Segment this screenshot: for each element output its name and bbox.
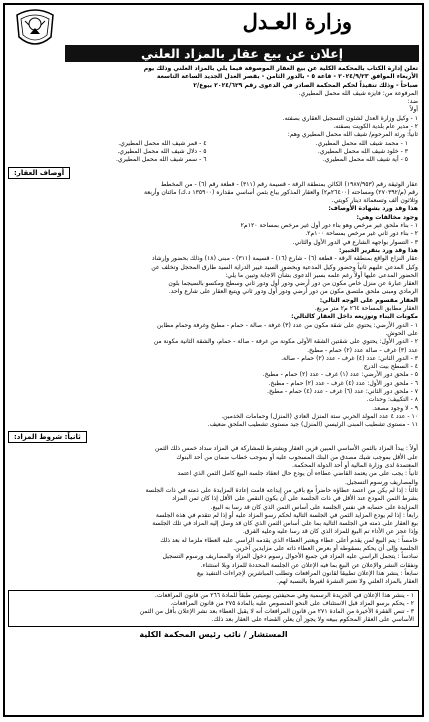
announcement-banner: إعلان عن بيع عقار بالمزاد العلني xyxy=(65,45,419,62)
description-line: رقم (م/٢٧٠٣٩٢) ومساحته (٢٦٤٠٠م٢) والعقار المذكور يباع بثمن أساسي مقداره (١٣٥٩٠٠ د.ك) مائتان وأربعة xyxy=(144,188,418,196)
defendant-line: ٢ - مدير عام بلدية الكويت بصفته. xyxy=(333,123,418,131)
description-line: ١ - بناء ملحق غير مرخص وهو بناء دور أول غير مرخص بمساحة ١٢٠م٢ xyxy=(240,222,418,230)
heir-item: ٦ - سمر شيف الله محمل المطيري. xyxy=(116,156,207,164)
intro-block xyxy=(5,62,422,90)
description-line: عقار النزاع الواقع بمنطقة الرقة - قطعة (٦) - شارع (١٦) - قسيمة (٣١١) - مبنى (١٨) وذلك بحضور وإرشاد xyxy=(151,255,418,263)
first-label: أولاً xyxy=(409,106,418,114)
heir-item: ٥ - دلال شيف الله محمل المطيري. xyxy=(117,147,207,155)
page-header xyxy=(5,5,422,45)
condition-line: ونفقات النشر والإعلان عن البيع بما فيه الإعلان عن الجلسة المحددة للمزاد وبلا استثناء. xyxy=(200,561,418,569)
heirs-column-left xyxy=(9,140,211,165)
description-line: هذا وقد ورد بتقرير الخبير: xyxy=(338,246,418,254)
condition-line: أولاً : يبدأ المزاد بالثمن الأساسي المبين قرين العقار ويشترط للمشاركة في المزاد سداد خمس ذلك الثمن xyxy=(154,445,418,453)
parties-block xyxy=(5,90,422,165)
kuwait-emblem-icon xyxy=(11,7,59,51)
note-line: الأساسي على العقار المحكوم ببيعه ولا يجوز أن يعلن القضاء على العقار بعد ذلك. xyxy=(211,616,414,624)
heirs-column-right xyxy=(211,140,413,165)
description-line: عقار الوثيقة رقم (١٩٨٧/٩٥٣) الكائن بمنطقة الرقة - قسيمة رقم (٣١١) - قطعة رقم (٦) - من المخطط xyxy=(160,180,418,188)
condition-line: بيع العقار على ذمته في الجلسة التالية بما على أساس الثمن الذي كان قد وصل إليه المزاد في تلك الجلسة xyxy=(152,520,418,528)
description-line: العقار مقسوم على الوجه التالي: xyxy=(319,296,418,304)
condition-line: سابعاً : ينشر هذا الإعلان تطبيقاً لقانون المرافعات وتطلب المباشرين لإجراءات التنفيذ بيع xyxy=(196,569,418,577)
intro-line: الأربعاء الموافق ٢٠٢٤/٩/٢٣ - قاعة ٥ - بالدور الثامن - بقصر العدل الجديد الساعة التاسعة xyxy=(156,73,418,81)
notes-box xyxy=(8,590,419,627)
description-line: وثلاثون ألف وتسعمائة دينار كويتي. xyxy=(331,197,418,205)
condition-line: بشرط الثمن المودع عند الأقل في ذات الجلسة على أن يكون النقص على الأقل إذا كان ثمن المزاد xyxy=(172,495,418,503)
announcement-page xyxy=(3,3,424,717)
description-line: هذا وقد ورد بشهادة الأوصاف: xyxy=(328,205,418,213)
description-heading: أوصاف العقار: xyxy=(8,167,70,179)
description-line: العقار مطابق المساحة ٢٦٤ م٢ متر مربع. xyxy=(314,305,418,313)
condition-line: رابعاً : إذا لم يودع المزايد الثمن في الجلسة التالية لحكم رسو المزاد عليه أو إذا لم تتقدم في هذه الجلسة xyxy=(155,511,418,519)
condition-line: خامساً : يتم البيع لمن يقدم أعلى عطاء ويعتبر العطاء الذي يقدمه الراسي عليه العطاء ملزما له بعد ذلك xyxy=(160,536,418,544)
conditions-heading-box xyxy=(8,431,419,443)
description-line: وكيل المدعي عليهم ثانياً وحضور وكيل المدعية وبحضور السيد غيير الدراية السيد طارق المحجل وتخلف عن xyxy=(151,263,418,271)
condition-line: المعتمدة لدى وزارة المالية أو أحد الدولة المحكمة. xyxy=(292,462,418,470)
condition-line: ثالثاً : إذا لم يكن من اعتمد عطاؤه حاضراً مع باقي من إيداعه قامت إعادة المزايدة على ذمته في ذات الجلسة xyxy=(145,486,418,494)
condition-line: الجلسة وإلى أن يحكم بسقوطه أو بعرض العطاء ذاته على مزايدين آخرين. xyxy=(233,545,418,553)
heirs-grid xyxy=(5,140,422,165)
heir-item: ٣ - خلود شيف الله محمل المطيري. xyxy=(317,147,408,155)
heir-item: ٤ - قمر شيف الله محمل المطيري. xyxy=(118,139,207,147)
description-line: عدد (٣) غرف - صالة عدد (٢) حمام - مطبخ. xyxy=(307,346,418,354)
ministry-title: وزارة العـدل xyxy=(242,9,352,34)
property-description xyxy=(5,181,422,430)
description-line: الرمادي ومبنى ملحق ملتصق مكون من دور أرضي ودور أول ودور ثاني ويتبع العقار على شارع واحد. xyxy=(168,288,418,296)
defendant-line: ١ - وكيل وزارة العدل لشئون التسجيل العقاري بصفته. xyxy=(282,114,418,122)
conditions-heading: ثانياً: شروط المزاد: xyxy=(8,431,87,443)
note-line: ٣ - تنص الفقرة الأخيرة من المادة ٢٧١ من قانون المرافعات أنه لا يقبل العطاء بعد نشر الإعلان بأقل من الثمن xyxy=(139,608,414,616)
description-line: ٢ - بناء دور ثاني غير مرخص بمساحة ١٠٠م٢. xyxy=(305,230,418,238)
auction-conditions xyxy=(5,445,422,586)
condition-line: والمصاريف ورسوم التسجيل. xyxy=(344,478,418,486)
description-line: ١ - الدور الأرضي: يحتوي على شقة مكون من عدد (٣) غرفة - صالة - حمام - مطبخ وغرفة وحمام مطابن xyxy=(156,321,418,329)
condition-line: سادساً : يتحمل الراسي عليه المزاد في جميع الأحوال رسوم دخول المزاد والمصاريف ورسوم التسجيل xyxy=(162,553,418,561)
description-line: ٢ - الدور الأول: يحتوي على شقتين الشقة الأولى مكونة من غرفة - صالة - حمام، والشقة الثانية مكونة من xyxy=(153,338,418,346)
plaintiff-line: المرفوعة من: فايزه شيف الله محمل المطيري. xyxy=(298,89,418,97)
note-line: ٢ - يحكم برسو المزاد قبل الاستئناف على النحو المنصوص عليه بالمادة ٢٧٥ من قانون المرافعات. xyxy=(170,599,414,607)
description-line: العقار عبارة عن منزل خاص مكون من دور أرضي ودور أول ودور ثاني وسطح ومكسو بالسيجما بلون xyxy=(168,280,418,288)
description-line: ٤ - السطح بيت الدرج xyxy=(363,363,418,371)
intro-line: صباحاً - وذلك تنفيذاً لحكم المحكمة الصادر في الدعوى رقم ٢٠٢٤/٦٢٩ بيوع/٢ xyxy=(193,81,418,89)
description-line: ٨ - التكييف: وحدات. xyxy=(366,396,418,404)
note-line: ١ - ينشر هذا الإعلان في الجريدة الرسمية وفي صحيفتين يوميتين طبقاً للمادة ٢٦٦ من قانون المرافعات. xyxy=(154,591,414,599)
heir-item: ١ - محمد شيف الله محمل المطيري. xyxy=(315,139,408,147)
condition-line: على الأقل بموجب شيك مصدق من البنك المسحوب عليه أو بموجب خطاب ضمان من أحد البنوك xyxy=(176,453,418,461)
description-line: ٣ - الدور الثاني: عدد (٤) غرف - عدد (٢) حمام - صالة. xyxy=(281,354,418,362)
description-line: على الحوش. xyxy=(385,329,418,337)
against-label: ضد: xyxy=(407,98,418,106)
description-line: ١٠ - عدد ٤ عدد المولد الحربي ستة المنزل العادي (المنزل) وحمامات الخدمين. xyxy=(221,412,418,420)
condition-line: المزايدة على حسابه في نفس الجلسة على أساس الثمن الذي كان قد رسا به البيع. xyxy=(210,503,418,511)
intro-line: تعلن إدارة الكتاب بالمحكمة الكلية عن بيع العقار الموصوفة فيما يلي بالمزاد العلني وذلك يوم xyxy=(143,65,418,72)
description-line: ٦ - ملحق دور الأول: عدد (٤) غرف - عدد (٢) حمام - مطبخ. xyxy=(268,379,418,387)
signature-line: المستشار / نائب رئيس المحكمة الكلية xyxy=(139,629,288,639)
description-line: ٧ - ملحق دور الثاني: عدد (٦) غرف - عدد (٤) حمام - مطبخ. xyxy=(267,387,418,395)
description-heading-box xyxy=(8,167,419,179)
description-line: ٩ - لا وجود مصعد. xyxy=(372,404,418,412)
condition-line: العقار بالمزاد العلني ولا تعتبر النشرة لغيرها بالنسبة لهم. xyxy=(277,578,418,586)
description-line: وجود مخالفات وهي: xyxy=(356,213,418,221)
heir-item: ٥ - أية شيف الله محمل المطيري. xyxy=(322,156,408,164)
condition-line: ثانياً : يجب على من يعتمد القاضي عطاءه أن يودع حال انعقاد جلسة البيع كامل الثمن الذي اعتمد xyxy=(177,470,418,478)
description-line: الحضور المدعى عليها أولاً رغم علمه بسير الدعوى بشأن الاجابة وتبين ما يلي: xyxy=(225,271,418,279)
description-line: ١١ - مستوى تشطيب المبنى الرئيسي (المنزل) جيد مستوى تشطيب الملحق ضعيف. xyxy=(207,421,418,429)
description-line: مكونات البناء وتوزيعه داخل العقار كالتالي: xyxy=(291,313,418,321)
description-line: ٣ - التسوار بواجهه الشارع في الدور الأول والثاني. xyxy=(292,238,418,246)
heirs-heading: ثانياً: ورثة المرحوم/ شيف الله محمل المطيري وهم: xyxy=(287,131,418,139)
description-line: ٥ - ملحق دور الأرضي: عدد (١) غرف - عدد (٢) حمام - مطبخ. xyxy=(262,371,418,379)
condition-line: وإذا عجز عن الأداء تم البيع للمزاد الذي كان قد رسا عليه وعليه الفرق. xyxy=(242,528,418,536)
